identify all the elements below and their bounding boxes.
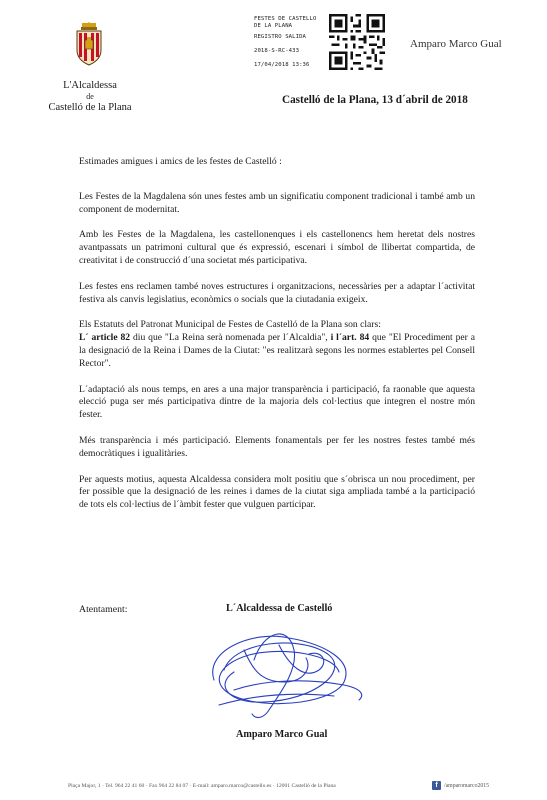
closing: Atentament: (79, 604, 128, 615)
facebook-icon: f (432, 781, 441, 790)
facebook-handle: /amparomarco2015 (444, 783, 490, 789)
stamp-type: REGISTRO SALIDA (254, 34, 307, 40)
issuer-block (40, 80, 140, 114)
letter-date: Castelló de la Plana, 13 d´abril de 2018 (282, 94, 468, 106)
issuer-of: de (86, 92, 94, 101)
paragraph-4 (79, 319, 475, 370)
paragraph-4-intro: Els Estatuts del Patronat Municipal de Festes de Castelló de la Plana son clars: (79, 319, 381, 331)
qr-code-icon (329, 14, 385, 70)
stamp-entity: FESTES DE CASTELLO DE LA PLANA (254, 16, 317, 29)
letter-body (79, 156, 475, 525)
paragraph-3: Les festes ens reclamen també noves estructures i organitzacions, necessàries per a adaptar l´activitat festiva als canvis legislatius, econòmics o socials que la ciutadania exigeix. (79, 280, 475, 305)
stamp-datetime: 17/04/2018 13:36 (254, 62, 310, 68)
issuer-title: L'Alcaldessa (63, 80, 117, 91)
signatory-name: Amparo Marco Gual (236, 729, 328, 740)
registry-stamp (254, 16, 324, 72)
article-84-text: que "El Procediment per a la designació de la Reina i Dames de la Ciutat: "es realitzarà segons les normes establertes pel Consell Rector". (79, 332, 475, 369)
greeting: Estimades amigues i amics de les festes de Castelló : (79, 156, 282, 167)
stamp-number: 2018-S-RC-433 (254, 48, 300, 54)
paragraph-7: Per aquests motius, aquesta Alcaldessa considera molt positiu que s´obrisca un nou procediment, per fer possible que la designació de les reines i dames de la ciutat siga ampliada també a la participació de tots els col·lectius de l´àmbit fester que vulguen participar. (79, 473, 475, 511)
paragraph-1: Les Festes de la Magdalena són unes festes amb un significatiu component tradicional i també amb un component de modernitat. (79, 190, 475, 215)
footer-contact: Plaça Major, 1 · Tel. 964 22 41 60 · Fax 964 22 84 07 · E-mail: amparo.marco@castello.es · 12001 Castelló de la Plana (68, 783, 336, 789)
paragraph-6: Més transparència i més participació. Elements fonamentals per fer les nostres festes també més democràtiques i igualitàries. (79, 434, 475, 459)
paragraph-2: Amb les Festes de la Magdalena, les castellonenques i els castellonencs hem heretat dels nostres avantpassats un patrimoni cultural que és expressió, escenari i símbol de llibertat compartida, de creativitat i de construcció d´una societat més participativa. (79, 229, 475, 266)
issuer-city: Castelló de la Plana (48, 102, 132, 113)
header-name: Amparo Marco Gual (410, 38, 502, 50)
article-84-ref: i l´art. 84 (330, 332, 370, 344)
paragraph-5: L´adaptació als nous temps, en ares a una major transparència i participació, fa raonable que aquesta elecció puga ser més participativa dintre de la majoria dels col·lectius que integren el nostre món fester. (79, 383, 475, 421)
article-82-ref: L´ article 82 (79, 332, 131, 344)
article-82-text: diu que "La Reina serà nomenada per l´Alcaldia", (130, 332, 331, 344)
signature-title: L´Alcaldessa de Castelló (226, 603, 333, 614)
handwritten-signature-icon (194, 610, 374, 730)
coat-of-arms-icon (72, 22, 106, 66)
